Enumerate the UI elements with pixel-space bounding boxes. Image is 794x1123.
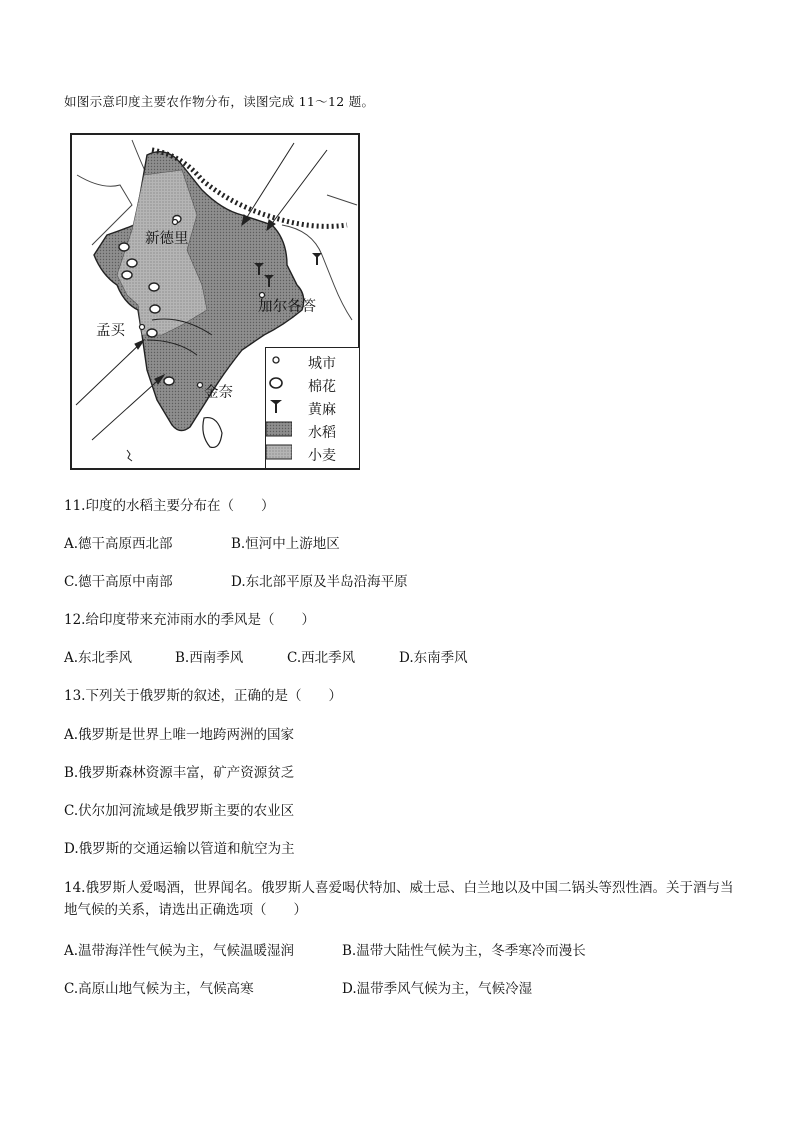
q12-option-d[interactable]: D.东南季风 <box>399 650 468 666</box>
q11-option-b[interactable]: B.恒河中上游地区 <box>231 536 340 552</box>
question-11-stem: 11.印度的水稻主要分布在（ ） <box>64 498 275 514</box>
q13-option-a[interactable]: A.俄罗斯是世界上唯一地跨两洲的国家 <box>64 727 295 743</box>
q14-option-c[interactable]: C.高原山地气候为主，气候高寒 <box>64 981 254 997</box>
q12-option-a[interactable]: A.东北季风 <box>64 650 133 666</box>
legend-city: 城市 <box>266 352 359 374</box>
legend-cotton: 棉花 <box>266 375 359 397</box>
label-chennai: 金奈 <box>204 385 233 401</box>
q12-option-b[interactable]: B.西南季风 <box>175 650 244 666</box>
q11-option-a[interactable]: A.德干高原西北部 <box>64 536 173 552</box>
india-crop-map <box>70 133 360 470</box>
wheat-fill <box>266 444 292 460</box>
intro-text: 如图示意印度主要农作物分布，读图完成 11～12 题。 <box>64 94 375 109</box>
cotton-icon <box>266 375 292 391</box>
q14-option-b[interactable]: B.温带大陆性气候为主，冬季寒冷而漫长 <box>342 943 586 959</box>
label-mumbai: 孟买 <box>96 323 125 339</box>
question-14-stem: 14.俄罗斯人爱喝酒，世界闻名。俄罗斯人喜爱喝伏特加、威士忌、白兰地以及中国二锅头等烈性酒。关于酒与当地气候的关系，请选出正确选项（ ） <box>64 880 734 918</box>
label-kolkata: 加尔各答 <box>258 299 316 315</box>
legend-rice: 水稻 <box>266 421 359 443</box>
q13-option-c[interactable]: C.伏尔加河流域是俄罗斯主要的农业区 <box>64 803 295 819</box>
q13-option-b[interactable]: B.俄罗斯森林资源丰富，矿产资源贫乏 <box>64 765 295 781</box>
sri-lanka <box>203 418 222 448</box>
jute-icon <box>266 398 292 414</box>
legend-wheat: 小麦 <box>266 444 359 466</box>
label-new-delhi: 新德里 <box>145 231 189 247</box>
q13-option-d[interactable]: D.俄罗斯的交通运输以管道和航空为主 <box>64 841 295 857</box>
city-dot-icon <box>266 352 292 368</box>
q11-option-d[interactable]: D.东北部平原及半岛沿海平原 <box>231 574 408 590</box>
q14-option-d[interactable]: D.温带季风气候为主，气候冷湿 <box>342 981 533 997</box>
legend-jute: 黄麻 <box>266 398 359 420</box>
question-13-stem: 13.下列关于俄罗斯的叙述，正确的是（ ） <box>64 688 342 704</box>
question-12-stem: 12.给印度带来充沛雨水的季风是（ ） <box>64 612 315 628</box>
q14-option-a[interactable]: A.温带海洋性气候为主，气候温暖湿润 <box>64 943 295 959</box>
q11-option-c[interactable]: C.德干高原中南部 <box>64 574 173 590</box>
rice-fill <box>266 421 292 437</box>
q12-option-c[interactable]: C.西北季风 <box>287 650 356 666</box>
map-legend <box>265 347 360 469</box>
